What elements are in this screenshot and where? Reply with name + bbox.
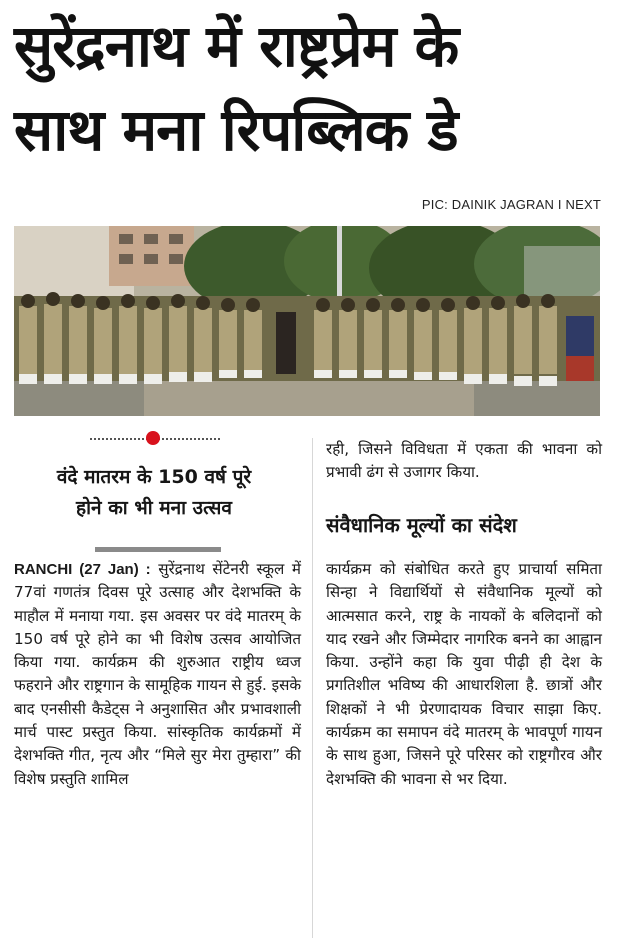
news-photo bbox=[14, 226, 600, 416]
column-divider bbox=[312, 438, 313, 938]
article-text-right-top: रही, जिसने विविधता में एकता की भावना को प्रभावी ढंग से उजागर किया. bbox=[326, 440, 602, 482]
article-text-right: कार्यक्रम को संबोधित करते हुए प्राचार्या समिता सिन्हा ने विद्यार्थियों से संवैधानिक मूल्यों को आत्मसात करने, राष्ट्र के नायकों के बलिदानों को याद रखने और जिम्मेदार नागरिक बनने का आह्वान किया. उन्होंने कहा कि युवा पीढ़ी ही देश के प्रगतिशील भविष्य की आधारशिला है. छात्रों और शिक्षकों ने भी प्रेरणादायक विचार साझा किए. कार्यक्रम का समापन वंदे मातरम् के भावपूर्ण गायन के साथ हुआ, जिसने पूरे परिसर को राष्ट्रगौरव और देशभक्ति की भावना से भर दिया. bbox=[326, 560, 602, 788]
subheadline-rule bbox=[95, 547, 221, 552]
headline bbox=[14, 4, 614, 172]
article-column-right bbox=[326, 558, 602, 791]
article-column-left bbox=[14, 558, 301, 791]
subheadline bbox=[14, 462, 294, 524]
article-column-right-top bbox=[326, 438, 602, 485]
red-dot-icon bbox=[146, 431, 160, 445]
article-text-left: सुरेंद्रनाथ सेंटेनरी स्कूल में 77वां गणतंत्र दिवस पूरे उत्साह और देशभक्ति के माहौल में मनाया गया. इस अवसर पर वंदे मातरम् के 150 वर्ष पूरे होने का भी विशेष उत्सव आयोजित किया गया. कार्यक्रम की शुरुआत राष्ट्रीय ध्वज फहराने और राष्ट्रगान के सामूहिक गायन से हुई. इसके बाद एनसीसी कैडेट्स ने अनुशासित और प्रभावशाली मार्च पास्ट प्रस्तुत किया. सांस्कृतिक कार्यक्रमों में देशभक्ति गीत, नृत्य और “मिले सुर मेरा तुम्हारा” की विशेष प्रस्तुति शामिल bbox=[14, 560, 302, 788]
subheadline-line-2: होने का भी मना उत्सव bbox=[76, 497, 232, 519]
section-title: संवैधानिक मूल्यों का संदेश bbox=[326, 513, 517, 537]
headline-line-1: सुरेंद्रनाथ में राष्ट्रप्रेम के bbox=[14, 12, 459, 80]
photo-parade-icon bbox=[14, 226, 600, 416]
photo-credit: PIC: DAINIK JAGRAN I NEXT bbox=[421, 197, 601, 212]
headline-line-2: साथ मना रिपब्लिक डे bbox=[14, 96, 458, 164]
dateline: RANCHI (27 Jan) : bbox=[14, 561, 151, 578]
subheadline-line-1: वंदे मातरम के 150 वर्ष पूरे bbox=[56, 466, 252, 488]
